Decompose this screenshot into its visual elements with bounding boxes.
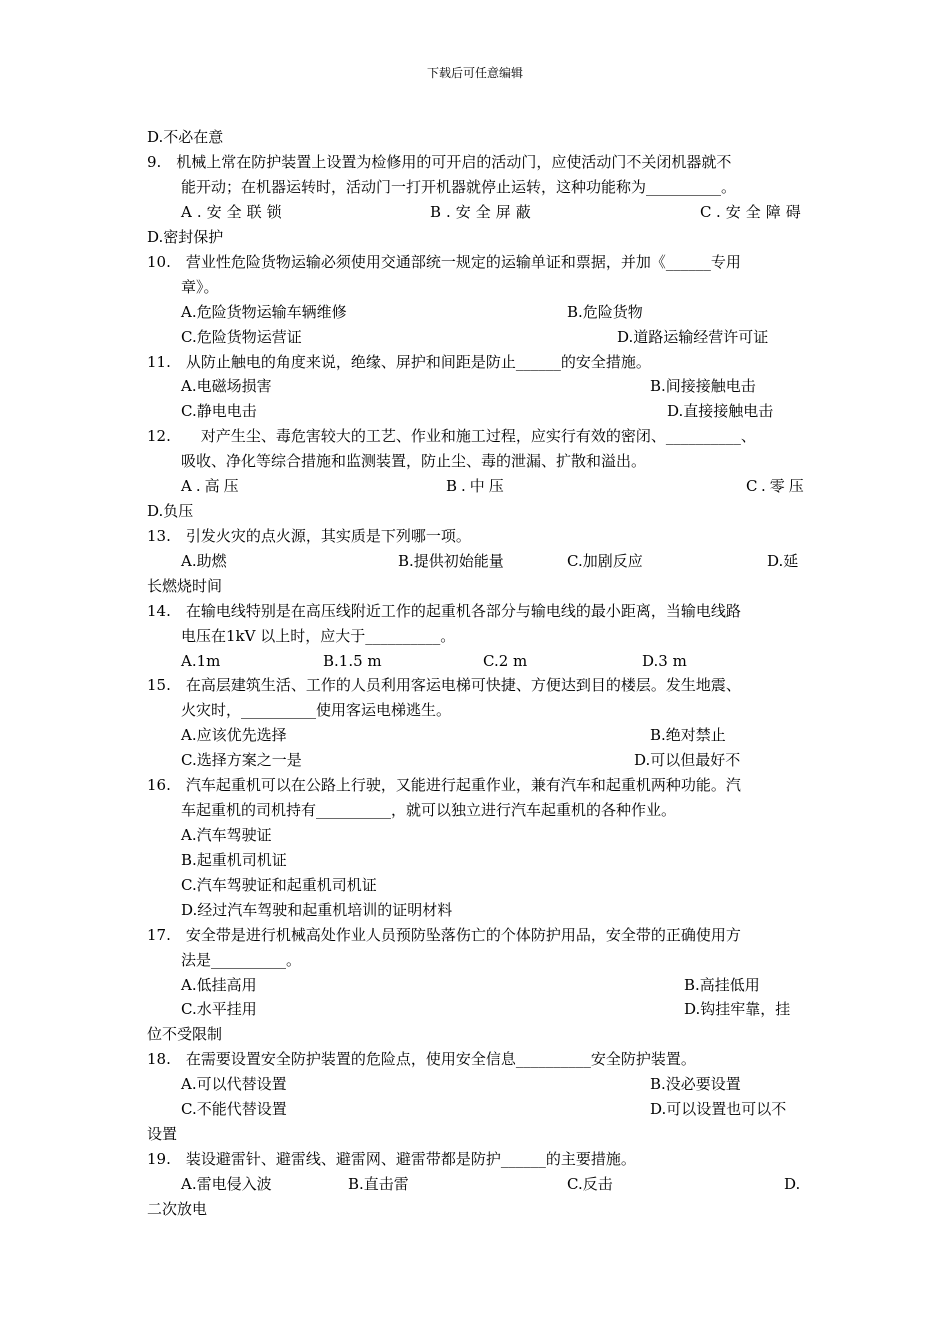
text-line: A.助燃 <box>181 552 227 570</box>
text-line: C.2 m <box>483 652 528 670</box>
text-line: D.负压 <box>147 502 194 520</box>
text-line: 法是__________。 <box>181 951 302 969</box>
text-line: C.静电电击 <box>181 402 257 420</box>
text-line: 18. 在需要设置安全防护装置的危险点，使用安全信息__________安全防护装置。 <box>147 1050 696 1068</box>
text-line: 位不受限制 <box>147 1025 223 1043</box>
text-line: D.直接接触电击 <box>667 402 774 420</box>
text-line: 19. 装设避雷针、避雷线、避雷网、避雷带都是防护______的主要措施。 <box>147 1150 636 1168</box>
text-line: B.没必要设置 <box>650 1075 741 1093</box>
text-line: 16. 汽车起重机可以在公路上行驶，又能进行起重作业，兼有汽车和起重机两种功能。汽 <box>147 776 741 794</box>
page-header: 下载后可任意编辑 <box>426 66 523 80</box>
text-line: D.延 <box>767 552 799 570</box>
text-line: B.间接接触电击 <box>650 377 756 395</box>
text-line: B.危险货物 <box>567 303 643 321</box>
text-line: 车起重机的司机持有__________，就可以独立进行汽车起重机的各种作业。 <box>181 801 677 819</box>
text-line: 二次放电 <box>147 1200 208 1218</box>
text-line: B.提供初始能量 <box>398 552 504 570</box>
text-line: C.选择方案之一是 <box>181 751 302 769</box>
text-line: A.可以代替设置 <box>181 1075 287 1093</box>
text-line: 章》。 <box>181 278 219 296</box>
text-line: C.水平挂用 <box>181 1000 257 1018</box>
text-line: 火灾时，__________使用客运电梯逃生。 <box>181 701 452 719</box>
text-line: 9. 机械上常在防护装置上设置为检修用的可开启的活动门，应使活动门不关闭机器就不 <box>147 153 732 171</box>
text-line: A.电磁场损害 <box>181 377 272 395</box>
text-line: D.经过汽车驾驶和起重机培训的证明材料 <box>181 901 453 919</box>
text-line: A.汽车驾驶证 <box>181 826 272 844</box>
text-line: 14. 在输电线特别是在高压线附近工作的起重机各部分与输电线的最小距离，当输电线路 <box>147 602 741 620</box>
text-line: B.1.5 m <box>323 652 382 670</box>
text-line: C.反击 <box>567 1175 613 1193</box>
text-line: A.低挂高用 <box>181 976 257 994</box>
text-line: 10. 营业性危险货物运输必须使用交通部统一规定的运输单证和票据，并加《______专用 <box>147 253 741 271</box>
text-line: D.钩挂牢靠，挂 <box>684 1000 791 1018</box>
text-line: A.雷电侵入波 <box>181 1175 272 1193</box>
text-line: A.应该优先选择 <box>181 726 287 744</box>
text-line: D. <box>784 1175 801 1193</box>
text-line: D.密封保护 <box>147 228 224 246</box>
text-line: 15. 在高层建筑生活、工作的人员利用客运电梯可快捷、方便达到目的楼层。发生地震、 <box>147 676 741 694</box>
text-line: 电压在1kV 以上时，应大于__________。 <box>181 627 456 645</box>
text-line: C.不能代替设置 <box>181 1100 287 1118</box>
text-line: B.绝对禁止 <box>650 726 726 744</box>
text-line: D.可以但最好不 <box>634 751 741 769</box>
text-line: 11. 从防止触电的角度来说，绝缘、屏护和间距是防止______的安全措施。 <box>147 353 651 371</box>
text-line: D.不必在意 <box>147 128 224 146</box>
text-line: 长燃烧时间 <box>147 577 223 595</box>
text-line: 17. 安全带是进行机械高处作业人员预防坠落伤亡的个体防护用品，安全带的正确使用方 <box>147 926 741 944</box>
text-line: A.1m <box>181 652 221 670</box>
text-line: B.高挂低用 <box>684 976 760 994</box>
text-line: 13. 引发火灾的点火源，其实质是下列哪一项。 <box>147 527 471 545</box>
text-line: A.危险货物运输车辆维修 <box>181 303 347 321</box>
text-line: B.起重机司机证 <box>181 851 287 869</box>
text-line: C.零压 <box>746 477 808 495</box>
text-line: C.危险货物运营证 <box>181 328 302 346</box>
text-line: C.加剧反应 <box>567 552 643 570</box>
text-line: 能开动；在机器运转时，活动门一打开机器就停止运转，这种功能称为__________。 <box>181 178 737 196</box>
text-line: D.3 m <box>642 652 687 670</box>
text-line: C.汽车驾驶证和起重机司机证 <box>181 876 377 894</box>
text-line: D.道路运输经营许可证 <box>617 328 769 346</box>
text-line: 12. 对产生尘、毒危害较大的工艺、作业和施工过程，应实行有效的密闭、__________、 <box>147 427 756 445</box>
text-line: D.可以设置也可以不 <box>650 1100 787 1118</box>
text-line: A.高压 <box>181 477 243 495</box>
text-line: B.直击雷 <box>348 1175 409 1193</box>
text-line: A.安全联锁 <box>181 203 287 221</box>
text-line: C.安全障碍 <box>700 203 806 221</box>
text-line: 吸收、净化等综合措施和监测装置，防止尘、毒的泄漏、扩散和溢出。 <box>181 452 647 470</box>
text-line: B.中压 <box>446 477 508 495</box>
text-line: B.安全屏蔽 <box>430 203 536 221</box>
text-line: 设置 <box>147 1125 178 1143</box>
